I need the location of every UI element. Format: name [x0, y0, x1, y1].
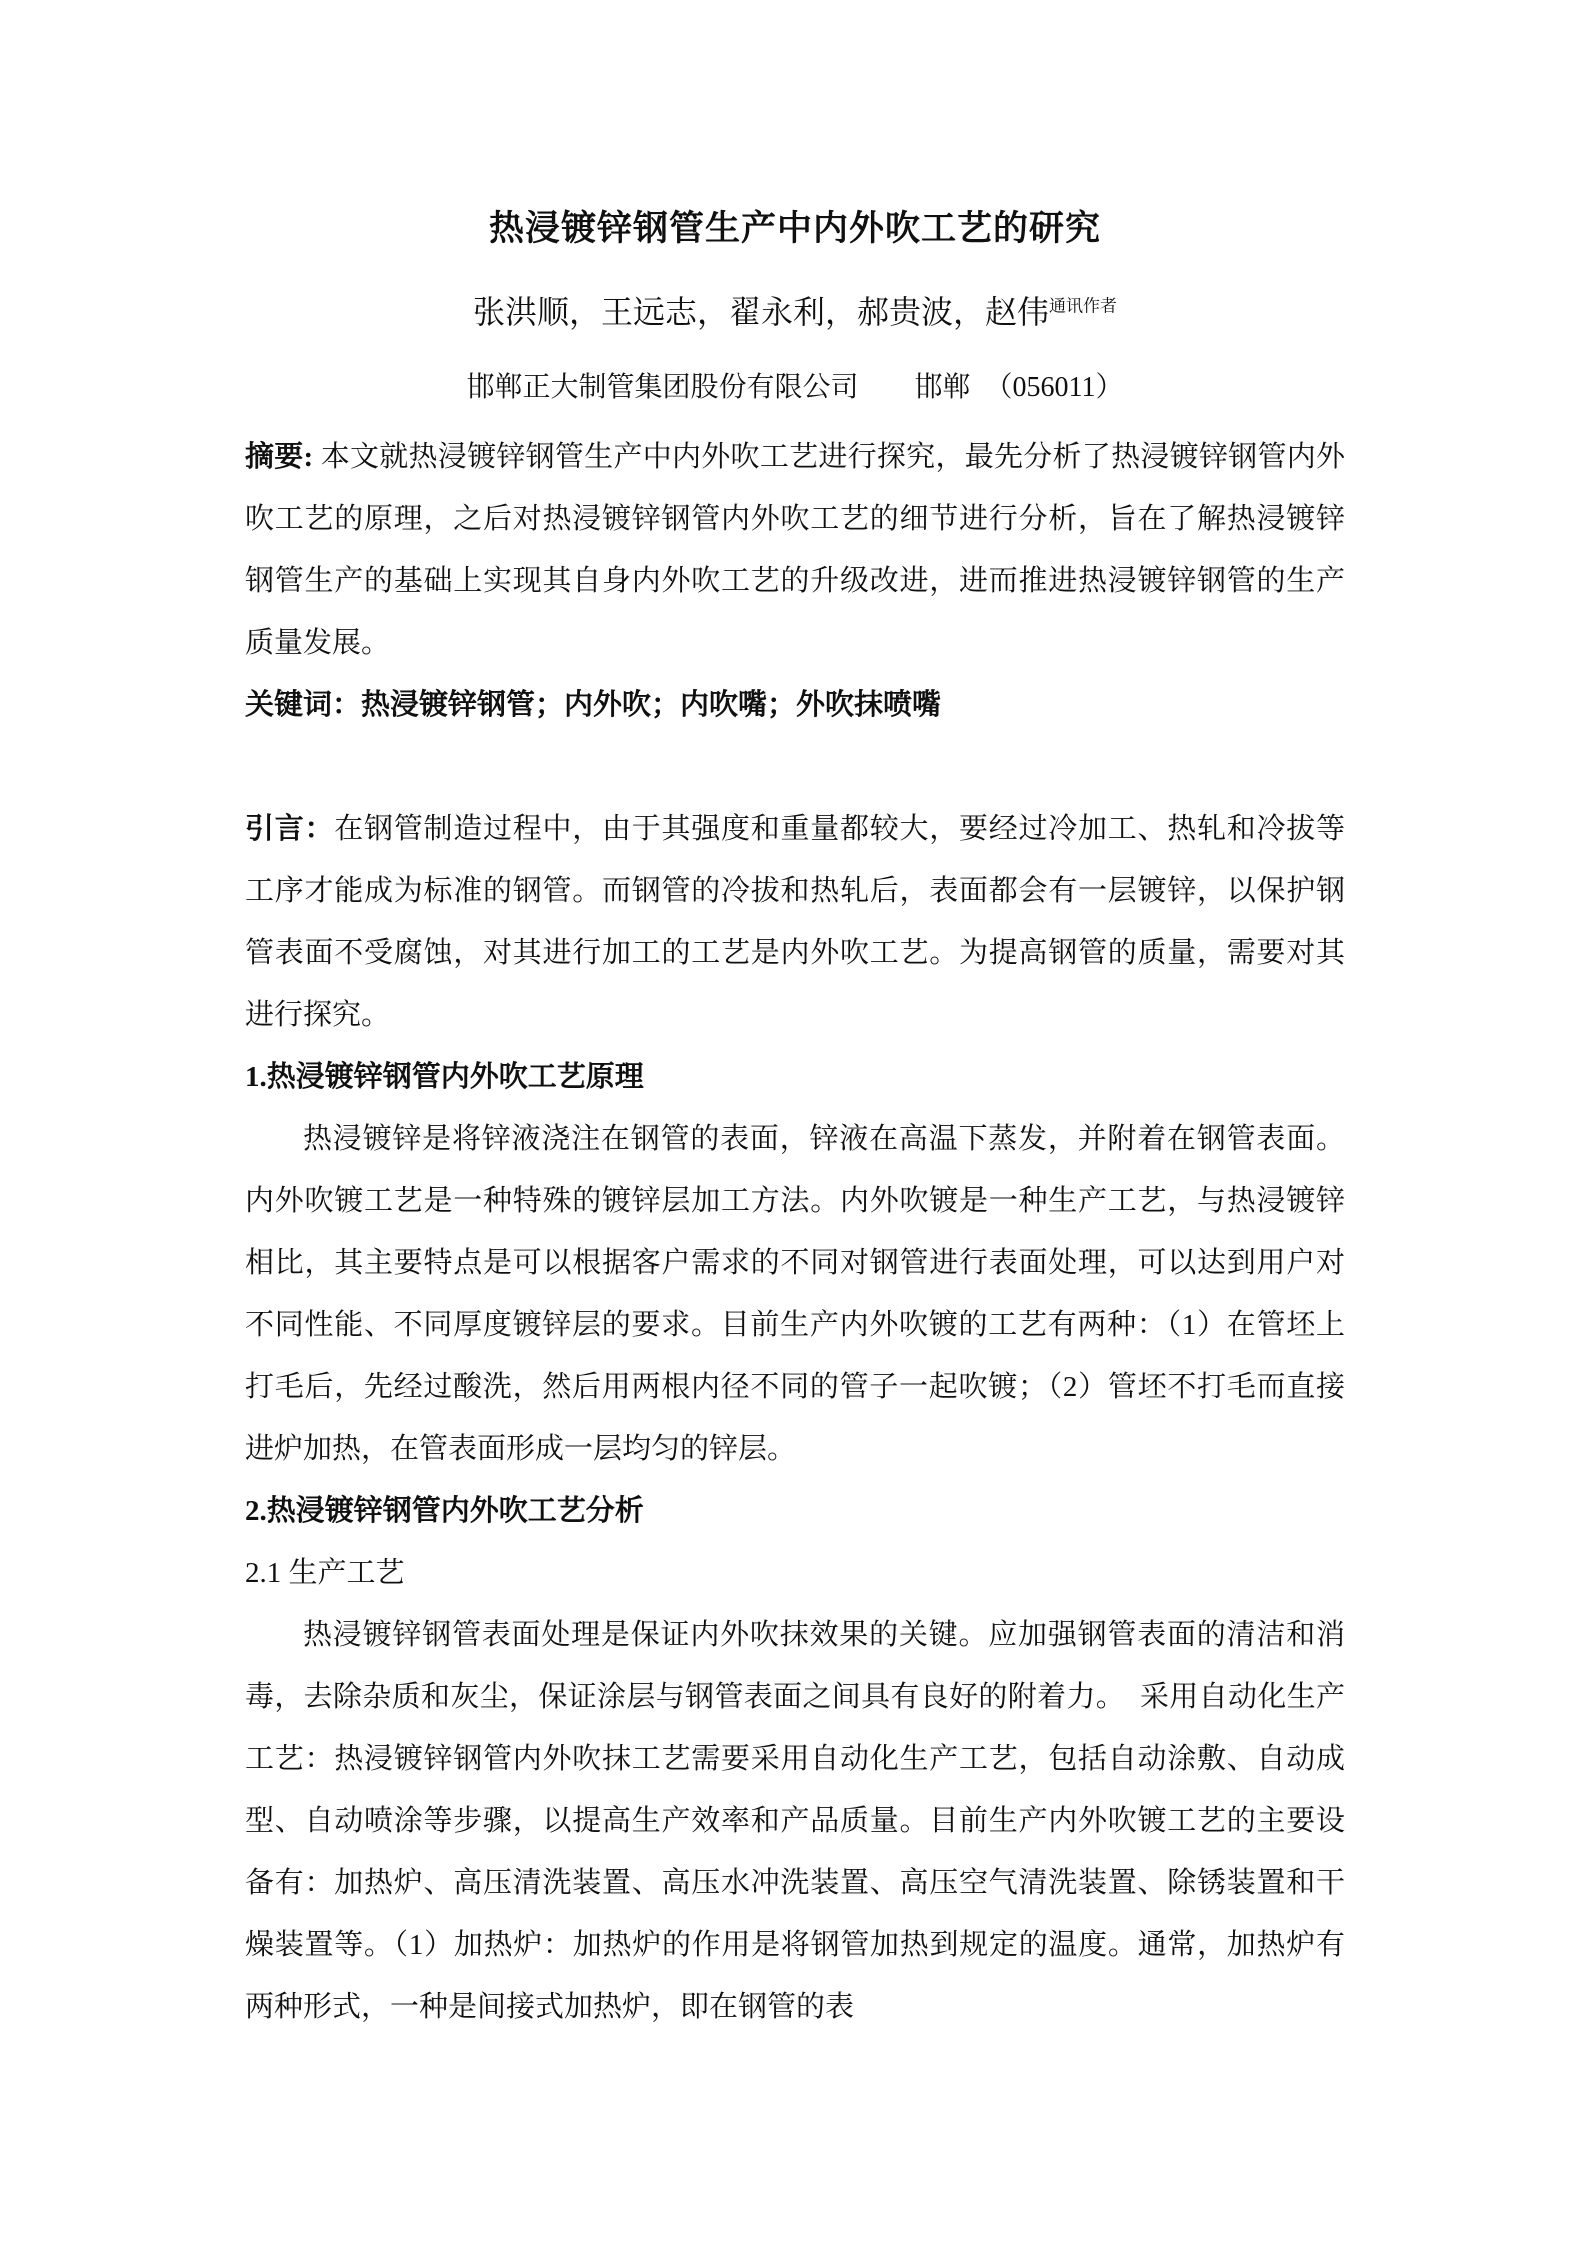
authors: 张洪顺，王远志，翟永利，郝贵波，赵伟 [472, 294, 1049, 330]
keywords-label: 关键词： [245, 689, 362, 721]
keywords-line [245, 674, 1345, 736]
affiliation: 邯郸正大制管集团股份有限公司 邯郸 （056011） [466, 372, 1124, 403]
keywords-text: 热浸镀锌钢管；内外吹；内吹嘴；外吹抹喷嘴 [361, 689, 942, 721]
introduction-text: 在钢管制造过程中，由于其强度和重量都较大，要经过冷加工、热轧和冷拔等工序才能成为标准的钢管。而钢管的冷拔和热轧后，表面都会有一层镀锌，以保护钢管表面不受腐蚀，对其进行加工的工艺是内外吹工艺。为提高钢管的质量，需要对其进行探究。 [245, 813, 1345, 1031]
section-2-heading: 2.热浸镀锌钢管内外吹工艺分析 [245, 1495, 644, 1527]
section-2-1-subheading: 2.1 生产工艺 [245, 1557, 405, 1589]
section-2-1-paragraph: 热浸镀锌钢管表面处理是保证内外吹抹效果的关键。应加强钢管表面的清洁和消毒，去除杂质和灰尘，保证涂层与钢管表面之间具有良好的附着力。 采用自动化生产工艺：热浸镀锌钢管内外吹抹工艺需要采用自动化生产工艺，包括自动涂敷、自动成型、自动喷涂等步骤，以提高生产效率和产品质量。目前生产内外吹镀工艺的主要设备有：加热炉、高压清洗装置、高压水冲洗装置、高压空气清洗装置、除锈装置和干燥装置等。（1）加热炉：加热炉的作用是将钢管加热到规定的温度。通常，加热炉有两种形式，一种是间接式加热炉，即在钢管的表 [245, 1619, 1345, 2023]
authors-line [245, 290, 1345, 334]
section-1-paragraph: 热浸镀锌是将锌液浇注在钢管的表面，锌液在高温下蒸发，并附着在钢管表面。内外吹镀工艺是一种特殊的镀锌层加工方法。内外吹镀是一种生产工艺，与热浸镀锌相比，其主要特点是可以根据客户需求的不同对钢管进行表面处理，可以达到用户对不同性能、不同厚度镀锌层的要求。目前生产内外吹镀的工艺有两种：（1）在管坯上打毛后，先经过酸洗，然后用两根内径不同的管子一起吹镀；（2）管坯不打毛而直接进炉加热，在管表面形成一层均匀的锌层。 [245, 1123, 1345, 1465]
paper-title: 热浸镀锌钢管生产中内外吹工艺的研究 [488, 209, 1101, 248]
section-1-heading: 1.热浸镀锌钢管内外吹工艺原理 [245, 1061, 644, 1093]
introduction-paragraph [245, 798, 1345, 1046]
abstract-text: 本文就热浸镀锌钢管生产中内外吹工艺进行探究，最先分析了热浸镀锌钢管内外吹工艺的原理，之后对热浸镀锌钢管内外吹工艺的细节进行分析，旨在了解热浸镀锌钢管生产的基础上实现其自身内外吹工艺的升级改进，进而推进热浸镀锌钢管的生产质量发展。 [245, 441, 1345, 659]
abstract-label: 摘要: [245, 441, 314, 473]
introduction-label: 引言： [245, 813, 335, 845]
corresponding-author-note: 通讯作者 [1049, 296, 1117, 316]
abstract-paragraph [245, 426, 1345, 674]
